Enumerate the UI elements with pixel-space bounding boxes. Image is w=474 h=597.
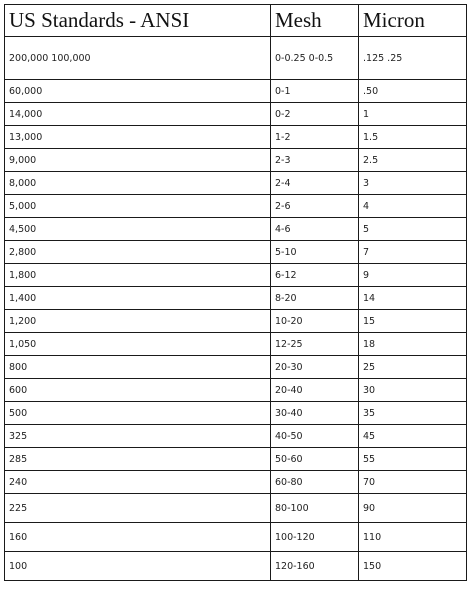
table-row [5, 195, 467, 218]
ansi-cell: 8,000 [5, 172, 271, 195]
ansi-cell: 285 [5, 448, 271, 471]
header-micron: Micron [359, 5, 467, 37]
mesh-cell: 50-60 [271, 448, 359, 471]
mesh-cell: 30-40 [271, 402, 359, 425]
ansi-cell: 2,800 [5, 241, 271, 264]
table-row [5, 37, 467, 80]
table-row [5, 494, 467, 523]
mesh-cell: 1-2 [271, 126, 359, 149]
micron-cell: 25 [359, 356, 467, 379]
table-row [5, 103, 467, 126]
table-row [5, 172, 467, 195]
ansi-cell: 1,800 [5, 264, 271, 287]
mesh-cell: 8-20 [271, 287, 359, 310]
ansi-cell: 100 [5, 552, 271, 581]
header-us-standards-ansi: US Standards - ANSI [5, 5, 271, 37]
micron-cell: 4 [359, 195, 467, 218]
table-row [5, 425, 467, 448]
mesh-cell: 0-0.25 0-0.5 [271, 37, 359, 80]
mesh-cell: 2-4 [271, 172, 359, 195]
mesh-cell: 20-40 [271, 379, 359, 402]
mesh-cell: 80-100 [271, 494, 359, 523]
micron-cell: 2.5 [359, 149, 467, 172]
header-row [5, 5, 467, 37]
table-row [5, 402, 467, 425]
table-row [5, 471, 467, 494]
mesh-cell: 120-160 [271, 552, 359, 581]
ansi-cell: 60,000 [5, 80, 271, 103]
table-row [5, 241, 467, 264]
mesh-cell: 2-6 [271, 195, 359, 218]
mesh-cell: 6-12 [271, 264, 359, 287]
micron-cell: .125 .25 [359, 37, 467, 80]
ansi-cell: 160 [5, 523, 271, 552]
micron-cell: 15 [359, 310, 467, 333]
ansi-cell: 4,500 [5, 218, 271, 241]
mesh-cell: 100-120 [271, 523, 359, 552]
table-row [5, 333, 467, 356]
micron-cell: 3 [359, 172, 467, 195]
table-row [5, 126, 467, 149]
ansi-cell: 225 [5, 494, 271, 523]
micron-cell: 18 [359, 333, 467, 356]
mesh-cell: 5-10 [271, 241, 359, 264]
ansi-cell: 500 [5, 402, 271, 425]
ansi-cell: 600 [5, 379, 271, 402]
mesh-cell: 0-1 [271, 80, 359, 103]
micron-cell: 55 [359, 448, 467, 471]
mesh-cell: 2-3 [271, 149, 359, 172]
micron-cell: .50 [359, 80, 467, 103]
mesh-cell: 10-20 [271, 310, 359, 333]
mesh-cell: 4-6 [271, 218, 359, 241]
micron-cell: 5 [359, 218, 467, 241]
micron-cell: 30 [359, 379, 467, 402]
table-row [5, 448, 467, 471]
grit-conversion-table [4, 4, 467, 581]
table-row [5, 356, 467, 379]
mesh-cell: 60-80 [271, 471, 359, 494]
mesh-cell: 20-30 [271, 356, 359, 379]
table-row [5, 80, 467, 103]
micron-cell: 1.5 [359, 126, 467, 149]
ansi-cell: 14,000 [5, 103, 271, 126]
micron-cell: 1 [359, 103, 467, 126]
ansi-cell: 325 [5, 425, 271, 448]
table-row [5, 287, 467, 310]
table-row [5, 379, 467, 402]
header-mesh: Mesh [271, 5, 359, 37]
mesh-cell: 12-25 [271, 333, 359, 356]
table-row [5, 149, 467, 172]
mesh-cell: 40-50 [271, 425, 359, 448]
ansi-cell: 1,400 [5, 287, 271, 310]
ansi-cell: 5,000 [5, 195, 271, 218]
micron-cell: 9 [359, 264, 467, 287]
ansi-cell: 9,000 [5, 149, 271, 172]
table-row [5, 310, 467, 333]
micron-cell: 35 [359, 402, 467, 425]
ansi-cell: 200,000 100,000 [5, 37, 271, 80]
ansi-cell: 800 [5, 356, 271, 379]
ansi-cell: 1,200 [5, 310, 271, 333]
micron-cell: 7 [359, 241, 467, 264]
table-row [5, 218, 467, 241]
ansi-cell: 1,050 [5, 333, 271, 356]
micron-cell: 150 [359, 552, 467, 581]
micron-cell: 70 [359, 471, 467, 494]
table-row [5, 523, 467, 552]
table-row [5, 264, 467, 287]
mesh-cell: 0-2 [271, 103, 359, 126]
micron-cell: 14 [359, 287, 467, 310]
micron-cell: 90 [359, 494, 467, 523]
ansi-cell: 240 [5, 471, 271, 494]
ansi-cell: 13,000 [5, 126, 271, 149]
micron-cell: 110 [359, 523, 467, 552]
table-row [5, 552, 467, 581]
micron-cell: 45 [359, 425, 467, 448]
